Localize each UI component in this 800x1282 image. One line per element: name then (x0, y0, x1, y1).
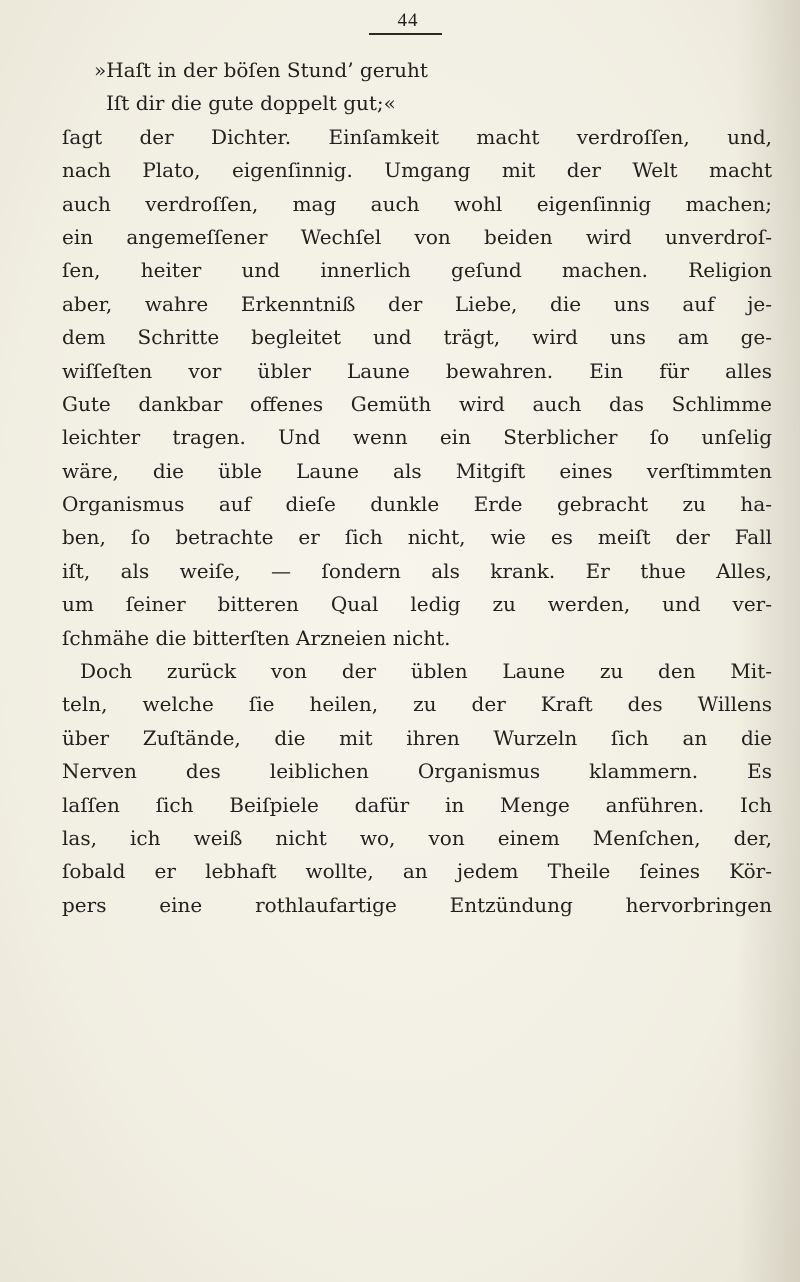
text-line: ſobald er lebhaft wollte, an jedem Theile ſeines Kör- (62, 859, 772, 884)
page-number: 44 (397, 10, 419, 31)
text-line: aber, wahre Erkenntniß der Liebe, die uns auf je- (62, 291, 772, 316)
text-line: ſchmähe die bitterſten Arzneien nicht. (62, 625, 451, 650)
text-line: iſt, als weiſe, — ſondern als krank. Er thue Alles, (62, 558, 772, 583)
text-line: Iſt dir die gute doppelt gut;« (106, 91, 396, 116)
text-line: Nerven des leiblichen Organismus klammern. Es (62, 759, 772, 784)
page-header (368, 10, 448, 32)
text-line: wäre, die üble Laune als Mitgift eines verſtimmten (62, 458, 772, 483)
text-line: Gute dankbar offenes Gemüth wird auch das Schlimme (62, 391, 772, 416)
text-line: laſſen ſich Beiſpiele dafür in Menge anführen. Ich (62, 792, 772, 817)
text-line: um ſeiner bitteren Qual ledig zu werden, und ver- (62, 592, 772, 617)
text-line: dem Schritte begleitet und trägt, wird uns am ge- (62, 325, 772, 350)
text-line: über Zuſtände, die mit ihren Wurzeln ſich an die (62, 725, 772, 750)
text-line: wiſſeſten vor übler Laune bewahren. Ein für alles (62, 358, 772, 383)
text-line: »Haſt in der böſen Stund’ geruht (94, 58, 428, 82)
text-line: ben, ſo betrachte er ſich nicht, wie es meiſt der Fall (62, 525, 772, 550)
text-line: ſen, heiter und innerlich geſund machen. Religion (62, 258, 772, 283)
text-line: Doch zurück von der üblen Laune zu den Mit- (80, 659, 772, 684)
text-line: Organismus auf dieſe dunkle Erde gebracht zu ha- (62, 492, 772, 517)
body-text (62, 54, 772, 922)
text-line: nach Plato, eigenſinnig. Umgang mit der Welt macht (62, 158, 772, 183)
text-line: ſagt der Dichter. Einſamkeit macht verdroſſen, und, (62, 124, 772, 149)
text-line: auch verdroſſen, mag auch wohl eigenſinnig machen; (62, 191, 772, 216)
text-line: las, ich weiß nicht wo, von einem Menſchen, der, (62, 825, 772, 850)
text-line: teln, welche ſie heilen, zu der Kraft des Willens (62, 692, 772, 717)
header-rule (369, 33, 442, 35)
text-line: ein angemeſſener Wechſel von beiden wird unverdroſ- (62, 224, 772, 249)
text-line: pers eine rothlaufartige Entzündung hervorbringen (62, 892, 772, 917)
text-line: leichter tragen. Und wenn ein Sterblicher ſo unſelig (62, 425, 772, 450)
